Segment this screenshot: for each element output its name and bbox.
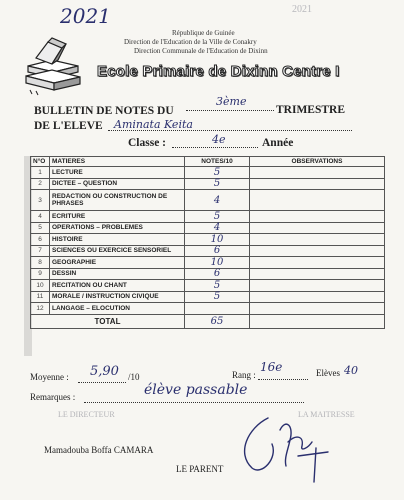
subject-name: REDACTION OU CONSTRUCTION DE PHRASES	[50, 190, 185, 211]
grade-value: 6	[213, 268, 221, 280]
table-row	[31, 303, 385, 315]
row-number: 10	[31, 280, 50, 292]
class-dots	[172, 147, 258, 148]
grade-cell	[185, 178, 250, 190]
trimester-value: 3ème	[216, 95, 247, 108]
table-row	[31, 178, 385, 190]
header-observations: OBSERVATIONS	[250, 157, 385, 167]
subject-name: LANGAGE – ELOCUTION	[50, 303, 185, 315]
table-row	[31, 222, 385, 234]
table-row	[31, 291, 385, 303]
header-line-2: Direction de l'Education de la Ville de Conakry	[124, 38, 257, 46]
grade-cell	[185, 211, 250, 223]
observation-cell	[250, 234, 385, 246]
rang-dots	[258, 379, 308, 380]
grade-cell	[185, 167, 250, 179]
scan-shadow	[24, 156, 32, 356]
class-value: 4e	[212, 133, 226, 146]
maitresse-label: LA MAITRESSE	[298, 410, 355, 419]
table-row	[31, 234, 385, 246]
observation-cell	[250, 245, 385, 257]
grade-value: 5	[213, 178, 221, 190]
books-logo-icon	[22, 36, 84, 96]
grades-table	[30, 156, 385, 329]
moyenne-suffix: /10	[128, 372, 140, 382]
bulletin-title-left: BULLETIN DE NOTES DU	[34, 105, 174, 117]
remarques-label: Remarques :	[30, 392, 76, 402]
trimester-dots	[186, 110, 274, 111]
observation-cell	[250, 257, 385, 269]
header-no: N°O	[31, 157, 50, 167]
school-name: Ecole Primaire de Dixinn Centre I	[97, 63, 340, 80]
row-number: 12	[31, 303, 50, 315]
subject-name: OPERATIONS – PROBLEMES	[50, 222, 185, 234]
grade-value: 5	[213, 166, 221, 178]
total-value: 65	[210, 315, 224, 327]
grade-value: 5	[213, 210, 221, 222]
year-label: Année	[262, 137, 294, 149]
grade-cell	[185, 303, 250, 315]
observation-cell	[250, 280, 385, 292]
subject-name: DESSIN	[50, 268, 185, 280]
top-note: 2021	[292, 4, 312, 15]
grade-cell	[185, 257, 250, 269]
observation-cell	[250, 178, 385, 190]
subject-name: RECITATION OU CHANT	[50, 280, 185, 292]
handwritten-year: 2021	[60, 4, 111, 28]
observation-cell	[250, 167, 385, 179]
observation-cell	[250, 222, 385, 234]
table-row	[31, 211, 385, 223]
student-label: DE L'ELEVE	[34, 120, 103, 132]
grade-cell	[185, 222, 250, 234]
header-subjects: MATIERES	[50, 157, 185, 167]
subject-name: ECRITURE	[50, 211, 185, 223]
bulletin-title-right: TRIMESTRE	[276, 104, 346, 116]
row-number: 11	[31, 291, 50, 303]
moyenne-value: 5,90	[90, 364, 119, 379]
row-number: 2	[31, 178, 50, 190]
grade-value: 5	[213, 291, 221, 303]
rang-label: Rang :	[232, 370, 256, 380]
remarques-value: élève passable	[144, 382, 248, 398]
grade-value: 4	[213, 194, 221, 206]
total-cell	[185, 314, 250, 328]
header-notes: NOTES/10	[185, 157, 250, 167]
parent-label: LE PARENT	[176, 464, 224, 474]
row-number: 1	[31, 167, 50, 179]
subject-name: MORALE / INSTRUCTION CIVIQUE	[50, 291, 185, 303]
table-row	[31, 257, 385, 269]
table-header-row	[31, 157, 385, 167]
grade-value: 10	[210, 256, 224, 268]
total-observation-cell	[250, 314, 385, 328]
grade-value: 4	[213, 222, 221, 234]
grade-cell	[185, 234, 250, 246]
observation-cell	[250, 268, 385, 280]
eleves-label: Elèves	[316, 368, 340, 378]
table-row	[31, 280, 385, 292]
grade-value: 10	[210, 233, 224, 245]
header-line-1: République de Guinée	[172, 29, 235, 37]
directeur-label: LE DIRECTEUR	[58, 410, 115, 419]
grade-cell	[185, 268, 250, 280]
subject-name: HISTOIRE	[50, 234, 185, 246]
row-number: 7	[31, 245, 50, 257]
class-label: Classe :	[128, 137, 167, 149]
remarques-dots	[84, 402, 304, 403]
table-row	[31, 190, 385, 211]
row-number: 3	[31, 190, 50, 211]
total-row	[31, 314, 385, 328]
moyenne-label: Moyenne :	[30, 372, 69, 382]
total-label: TOTAL	[31, 314, 185, 328]
observation-cell	[250, 291, 385, 303]
eleves-value: 40	[344, 364, 358, 377]
row-number: 8	[31, 257, 50, 269]
subject-name: GEOGRAPHIE	[50, 257, 185, 269]
header-line-3: Direction Communale de l'Education de Dixinn	[134, 47, 268, 55]
rang-value: 16e	[260, 360, 283, 374]
table-row	[31, 245, 385, 257]
grade-cell	[185, 280, 250, 292]
row-number: 6	[31, 234, 50, 246]
parent-signature-icon	[228, 408, 338, 488]
row-number: 9	[31, 268, 50, 280]
table-row	[31, 167, 385, 179]
grade-value: 6	[213, 245, 221, 257]
subject-name: SCIENCES OU EXERCICE SENSORIEL	[50, 245, 185, 257]
grade-value: 5	[213, 279, 221, 291]
subject-name: DICTEE – QUESTION	[50, 178, 185, 190]
director-name: Mamadouba Boffa CAMARA	[44, 445, 154, 455]
moyenne-dots	[78, 382, 126, 383]
grade-cell	[185, 291, 250, 303]
row-number: 4	[31, 211, 50, 223]
subject-name: LECTURE	[50, 167, 185, 179]
observation-cell	[250, 303, 385, 315]
grade-cell	[185, 190, 250, 211]
student-name: Aminata Keita	[114, 118, 193, 131]
row-number: 5	[31, 222, 50, 234]
observation-cell	[250, 211, 385, 223]
table-row	[31, 268, 385, 280]
observation-cell	[250, 190, 385, 211]
grade-cell	[185, 245, 250, 257]
